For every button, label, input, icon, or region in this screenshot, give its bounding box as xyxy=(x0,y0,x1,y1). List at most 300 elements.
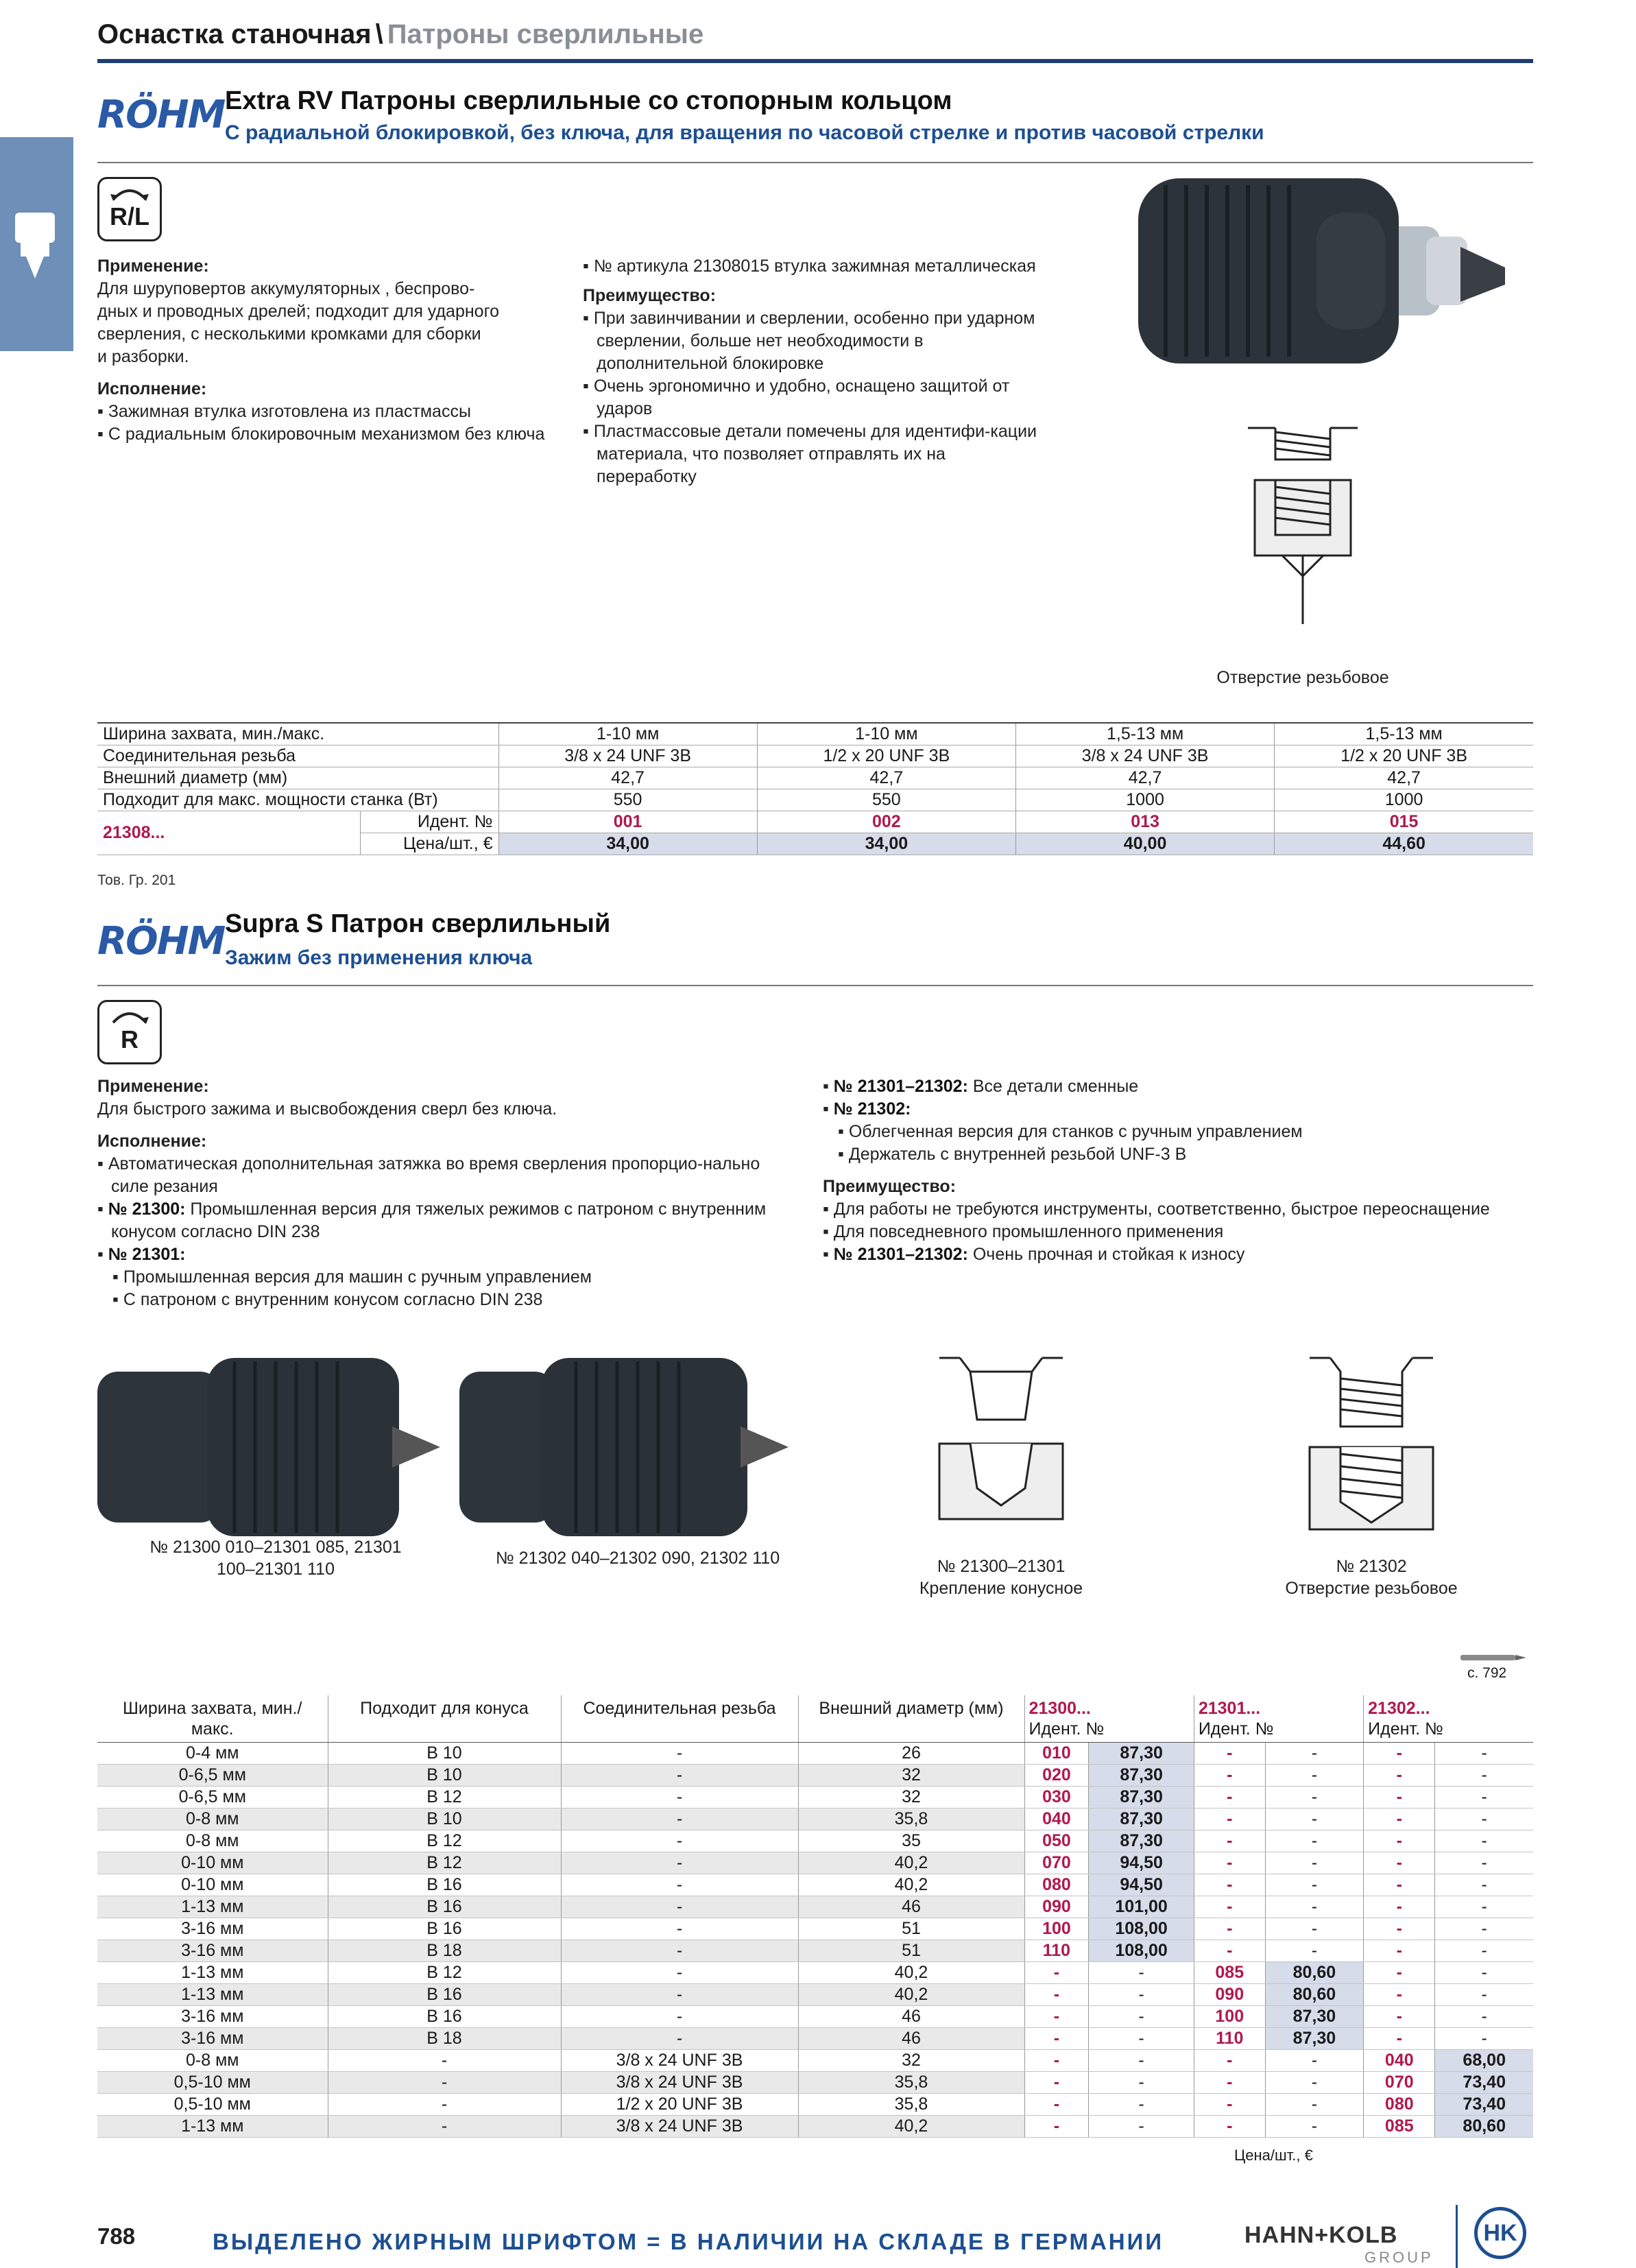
application-line: и разборки. xyxy=(97,347,189,366)
col-21302: 21302... Идент. № xyxy=(1364,1695,1533,1743)
table-cell: 35,8 xyxy=(798,2094,1024,2116)
table-cell: B 16 xyxy=(328,2006,561,2028)
breadcrumb-separator: \ xyxy=(375,19,383,49)
table-cell: 42,7 xyxy=(757,767,1015,789)
threaded-bore-caption-2: № 21302 Отверстие резьбовое xyxy=(1285,1557,1458,1598)
table-cell: - xyxy=(328,2072,561,2094)
table-cell: 1,5-13 мм xyxy=(1275,723,1533,745)
ident-cell: - xyxy=(1364,2028,1435,2050)
stock-note: ВЫДЕЛЕНО ЖИРНЫМ ШРИФТОМ = В НАЛИЧИИ НА СКЛАДЕ В ГЕРМАНИИ xyxy=(213,2229,1164,2254)
price-cell: 87,30 xyxy=(1265,2006,1363,2028)
header-rule xyxy=(97,59,1533,63)
ident-cell[interactable]: 013 xyxy=(1015,811,1274,833)
price-cell: 34,00 xyxy=(498,833,757,855)
divider xyxy=(97,162,1533,163)
threaded-bore-caption: Отверстие резьбовое xyxy=(1216,668,1389,687)
table-cell: 0-8 мм xyxy=(97,2050,328,2072)
rotation-arrow-icon xyxy=(109,184,150,202)
price-cell: 101,00 xyxy=(1089,1896,1194,1918)
ident-cell: 085 xyxy=(1364,2116,1435,2138)
ident-cell: 090 xyxy=(1024,1896,1089,1918)
table-cell: 0-8 мм xyxy=(97,1809,328,1830)
price-cell: - xyxy=(1265,1830,1363,1852)
table-cell: 42,7 xyxy=(1015,767,1274,789)
table-cell: B 12 xyxy=(328,1830,561,1852)
price-cell: - xyxy=(1435,1874,1533,1896)
price-cell: 68,00 xyxy=(1435,2050,1533,2072)
table-cell: 1-10 мм xyxy=(498,723,757,745)
table-cell: 550 xyxy=(757,789,1015,811)
table-cell: B 10 xyxy=(328,1809,561,1830)
product1-title: Extra RV Патроны сверлильные со стопорным кольцом xyxy=(225,86,952,115)
ident-cell: - xyxy=(1194,1787,1265,1809)
table-cell: 3-16 мм xyxy=(97,2006,328,2028)
ident-cell: - xyxy=(1364,1765,1435,1787)
breadcrumb-current: Патроны сверлильные xyxy=(387,19,704,49)
table-row xyxy=(97,1962,1533,1984)
price-cell: - xyxy=(1435,1809,1533,1830)
price-cell: - xyxy=(1265,1874,1363,1896)
table-cell: B 18 xyxy=(328,2028,561,2050)
col-diam: Внешний диаметр (мм) xyxy=(798,1695,1024,1743)
ident-cell: - xyxy=(1194,2050,1265,2072)
execution-item: ▪ Зажимная втулка изготовлена из пластмассы xyxy=(97,402,471,421)
table-cell: 3-16 мм xyxy=(97,1918,328,1940)
price-cell: - xyxy=(1435,1830,1533,1852)
table-cell: B 16 xyxy=(328,1896,561,1918)
ident-cell: - xyxy=(1194,2094,1265,2116)
ident-cell: - xyxy=(1194,1896,1265,1918)
ident-cell[interactable]: 001 xyxy=(498,811,757,833)
ident-cell: - xyxy=(1024,2094,1089,2116)
col-thread: Соединительная резьба xyxy=(561,1695,798,1743)
ident-cell: 040 xyxy=(1024,1809,1089,1830)
product2-application xyxy=(97,1075,797,1311)
hk-emblem-icon: HK xyxy=(1474,2207,1526,2259)
price-cell: - xyxy=(1265,1918,1363,1940)
ident-cell: - xyxy=(1364,1940,1435,1962)
table-row xyxy=(97,1896,1533,1918)
table-cell: - xyxy=(561,1874,798,1896)
table-cell: 0,5-10 мм xyxy=(97,2094,328,2116)
table-cell: 46 xyxy=(798,2006,1024,2028)
rohm-logo: RÖHM xyxy=(97,919,225,964)
ident-label: Идент. № xyxy=(360,811,498,833)
ident-cell: - xyxy=(1024,1984,1089,2006)
section-tab[interactable] xyxy=(0,137,73,351)
rotation-arrow-icon xyxy=(109,1007,150,1025)
breadcrumb-section[interactable]: Оснастка станочная xyxy=(97,19,372,49)
price-cell: - xyxy=(1265,1940,1363,1962)
table-row xyxy=(97,1984,1533,2006)
table-row xyxy=(97,2050,1533,2072)
execution-heading: Исполнение: xyxy=(97,379,207,398)
application-text: Для быстрого зажима и высвобождения сверл без ключа. xyxy=(97,1099,557,1119)
ident-cell[interactable]: 015 xyxy=(1275,811,1533,833)
table-cell: 32 xyxy=(798,2050,1024,2072)
table-row xyxy=(97,1743,1533,1765)
table-cell: - xyxy=(561,1984,798,2006)
footer-divider xyxy=(1456,2205,1458,2268)
table-cell: - xyxy=(328,2050,561,2072)
table-cell: 40,2 xyxy=(798,1962,1024,1984)
price-cell: - xyxy=(1265,1787,1363,1809)
price-cell: - xyxy=(1265,1743,1363,1765)
chuck-21300-caption: № 21300 010–21301 085, 21301 100–21301 110 xyxy=(149,1538,402,1579)
table-cell: 3-16 мм xyxy=(97,1940,328,1962)
execution-heading: Исполнение: xyxy=(97,1132,207,1151)
ident-cell: 070 xyxy=(1024,1852,1089,1874)
table-cell: - xyxy=(328,2094,561,2116)
ident-cell: - xyxy=(1364,1874,1435,1896)
ident-cell: 070 xyxy=(1364,2072,1435,2094)
ident-cell: 110 xyxy=(1194,2028,1265,2050)
table-cell: 550 xyxy=(498,789,757,811)
ident-cell: 030 xyxy=(1024,1787,1089,1809)
ident-cell: - xyxy=(1194,1918,1265,1940)
table-cell: 1000 xyxy=(1015,789,1274,811)
application-heading: Применение: xyxy=(97,256,209,276)
ident-cell: 085 xyxy=(1194,1962,1265,1984)
table-cell: 3-16 мм xyxy=(97,2028,328,2050)
table-cell: 35,8 xyxy=(798,1809,1024,1830)
table-cell: - xyxy=(561,1787,798,1809)
price-cell: - xyxy=(1089,2094,1194,2116)
table-cell: 40,2 xyxy=(798,1874,1024,1896)
ident-cell: - xyxy=(1024,2050,1089,2072)
rotation-label: R/L xyxy=(110,202,149,230)
table-cell: 1-13 мм xyxy=(97,1984,328,2006)
table-cell: 0,5-10 мм xyxy=(97,2072,328,2094)
row-label: Внешний диаметр (мм) xyxy=(97,767,498,789)
table-cell: 3/8 x 24 UNF 3B xyxy=(561,2072,798,2094)
execution-subitem: ▪ Промышленная версия для машин с ручным управлением xyxy=(112,1267,592,1287)
table-cell: B 16 xyxy=(328,1918,561,1940)
price-cell: - xyxy=(1265,2072,1363,2094)
ident-cell: - xyxy=(1194,2116,1265,2138)
ident-cell: - xyxy=(1364,1984,1435,2006)
product-group: Тов. Гр. 201 xyxy=(97,872,176,888)
price-cell: 44,60 xyxy=(1275,833,1533,855)
table-cell: B 12 xyxy=(328,1852,561,1874)
rohm-logo: RÖHM xyxy=(97,93,225,137)
breadcrumb xyxy=(97,19,703,50)
col-width: Ширина захвата, мин./ макс. xyxy=(97,1695,328,1743)
table-cell: 42,7 xyxy=(1275,767,1533,789)
product1-advantages xyxy=(583,255,1049,488)
ident-cell: - xyxy=(1364,1962,1435,1984)
table-cell: B 12 xyxy=(328,1962,561,1984)
table-cell: 46 xyxy=(798,1896,1024,1918)
divider xyxy=(97,985,1533,986)
product1-subtitle: С радиальной блокировкой, без ключа, для вращения по часовой стрелке и против часовой стрелки xyxy=(225,121,1264,144)
price-cell: - xyxy=(1265,2094,1363,2116)
table-cell: 0-6,5 мм xyxy=(97,1787,328,1809)
advantage-heading: Преимущество: xyxy=(823,1177,957,1196)
price-cell: 87,30 xyxy=(1089,1743,1194,1765)
table-cell: 40,2 xyxy=(798,1984,1024,2006)
ident-cell: - xyxy=(1194,1765,1265,1787)
price-cell: - xyxy=(1435,2028,1533,2050)
price-cell: - xyxy=(1089,1962,1194,1984)
table-cell: B 16 xyxy=(328,1984,561,2006)
advantage-item: ▪ Очень эргономично и удобно, оснащено защитой от ударов xyxy=(583,377,1010,418)
price-cell: 108,00 xyxy=(1089,1940,1194,1962)
table-cell: 1-13 мм xyxy=(97,2116,328,2138)
table-cell: 1/2 x 20 UNF 3B xyxy=(757,745,1015,767)
price-cell: 73,40 xyxy=(1435,2094,1533,2116)
ident-cell: - xyxy=(1364,2006,1435,2028)
threaded-bore-diagram-2 xyxy=(1289,1351,1454,1543)
ident-cell: - xyxy=(1364,1830,1435,1852)
table-cell: - xyxy=(561,1962,798,1984)
article-number: 21308... xyxy=(97,811,360,855)
price-cell: - xyxy=(1265,2050,1363,2072)
page-reference[interactable]: с. 792 xyxy=(1467,1665,1507,1681)
cone-mount-diagram xyxy=(919,1351,1083,1529)
col-21301: 21301... Идент. № xyxy=(1194,1695,1363,1743)
table-row xyxy=(97,2094,1533,2116)
table-cell: 1-10 мм xyxy=(757,723,1015,745)
product2-subtitle: Зажим без применения ключа xyxy=(225,946,533,969)
price-cell: 40,00 xyxy=(1015,833,1274,855)
price-cell: - xyxy=(1435,2006,1533,2028)
table-cell: B 12 xyxy=(328,1787,561,1809)
table-cell: 0-10 мм xyxy=(97,1874,328,1896)
table-cell: B 10 xyxy=(328,1765,561,1787)
feature-subitem: ▪ Облегченная версия для станков с ручным управлением xyxy=(838,1122,1303,1141)
table-cell: 32 xyxy=(798,1787,1024,1809)
table-row xyxy=(97,745,1533,767)
table-cell: 42,7 xyxy=(498,767,757,789)
price-cell: 80,60 xyxy=(1265,1962,1363,1984)
row-label: Подходит для макс. мощности станка (Вт) xyxy=(97,789,498,811)
table-cell: - xyxy=(561,1852,798,1874)
chuck-21300-image xyxy=(97,1344,454,1550)
table-row xyxy=(97,767,1533,789)
ident-cell: - xyxy=(1024,2072,1089,2094)
row-label: Соединительная резьба xyxy=(97,745,498,767)
table-cell: 3/8 x 24 UNF 3B xyxy=(561,2116,798,2138)
chuck-21302-image xyxy=(459,1344,816,1550)
table-cell: 3/8 x 24 UNF 3B xyxy=(1015,745,1274,767)
table-cell: 35,8 xyxy=(798,2072,1024,2094)
price-cell: - xyxy=(1435,1765,1533,1787)
price-cell: 94,50 xyxy=(1089,1852,1194,1874)
ident-cell: 090 xyxy=(1194,1984,1265,2006)
table-cell: - xyxy=(328,2116,561,2138)
table-cell: - xyxy=(561,1765,798,1787)
rotation-badge xyxy=(97,177,162,241)
price-cell: - xyxy=(1435,1962,1533,1984)
price-cell: - xyxy=(1435,1984,1533,2006)
price-cell: - xyxy=(1089,1984,1194,2006)
col-cone: Подходит для конуса xyxy=(328,1695,561,1743)
execution-item: ▪ № 21301: xyxy=(97,1245,186,1264)
product2-advantages xyxy=(823,1075,1529,1266)
price-cell: 34,00 xyxy=(757,833,1015,855)
table-cell: 46 xyxy=(798,2028,1024,2050)
ident-cell: - xyxy=(1194,1809,1265,1830)
article-note: ▪ № артикула 21308015 втулка зажимная металлическая xyxy=(583,256,1036,276)
ident-cell: - xyxy=(1364,1809,1435,1830)
execution-item: ▪ С радиальным блокировочным механизмом без ключа xyxy=(97,425,545,444)
application-line: Для шуруповертов аккумуляторных , беспрово- xyxy=(97,279,475,298)
table-cell: - xyxy=(561,1896,798,1918)
table-row xyxy=(97,723,1533,745)
table-row xyxy=(97,1830,1533,1852)
ident-cell: - xyxy=(1194,1852,1265,1874)
cone-mount-caption: № 21300–21301 Крепление конусное xyxy=(919,1557,1083,1598)
product1-application xyxy=(97,255,564,446)
price-cell: - xyxy=(1265,2116,1363,2138)
table-cell: 51 xyxy=(798,1918,1024,1940)
company-logo: HAHN+KOLB xyxy=(1244,2222,1398,2248)
rotation-label: R xyxy=(121,1025,139,1053)
product2-title: Supra S Патрон сверлильный xyxy=(225,909,611,938)
table-cell: 51 xyxy=(798,1940,1024,1962)
company-group: GROUP xyxy=(1364,2249,1434,2266)
chuck-21302-caption: № 21302 040–21302 090, 21302 110 xyxy=(495,1549,780,1568)
ident-cell: 010 xyxy=(1024,1743,1089,1765)
price-cell: 87,30 xyxy=(1089,1765,1194,1787)
table-row xyxy=(97,1874,1533,1896)
ident-cell: - xyxy=(1364,1896,1435,1918)
table-cell: 1-13 мм xyxy=(97,1962,328,1984)
ident-cell: 080 xyxy=(1024,1874,1089,1896)
table-cell: B 16 xyxy=(328,1874,561,1896)
price-label: Цена/шт., € xyxy=(360,833,498,855)
ident-cell: - xyxy=(1194,1743,1265,1765)
table-cell: 3/8 x 24 UNF 3B xyxy=(498,745,757,767)
price-cell: - xyxy=(1435,1787,1533,1809)
price-cell: - xyxy=(1435,1940,1533,1962)
table-cell: 40,2 xyxy=(798,1852,1024,1874)
table-cell: - xyxy=(561,1940,798,1962)
price-cell: 87,30 xyxy=(1089,1830,1194,1852)
table-row xyxy=(97,1765,1533,1787)
table-row xyxy=(97,1809,1533,1830)
rotation-badge xyxy=(97,1000,162,1064)
price-cell: 87,30 xyxy=(1089,1809,1194,1830)
execution-subitem: ▪ С патроном с внутренним конусом согласно DIN 238 xyxy=(112,1290,543,1309)
table-row xyxy=(97,1852,1533,1874)
table-cell: 0-6,5 мм xyxy=(97,1765,328,1787)
table-row xyxy=(97,2072,1533,2094)
price-cell: 108,00 xyxy=(1089,1918,1194,1940)
feature-item: ▪ № 21302: xyxy=(823,1099,911,1119)
table-header xyxy=(97,1695,1533,1743)
execution-item: ▪ № 21300: Промышленная версия для тяжелых режимов с патроном с внутренним конусом согласно DIN 238 xyxy=(97,1199,767,1241)
table-row xyxy=(97,1918,1533,1940)
table-cell: 0-4 мм xyxy=(97,1743,328,1765)
price-cell: - xyxy=(1435,1918,1533,1940)
table-cell: - xyxy=(561,1918,798,1940)
price-cell: 80,60 xyxy=(1265,1984,1363,2006)
ident-cell: - xyxy=(1364,1918,1435,1940)
col-21300: 21300... Идент. № xyxy=(1024,1695,1194,1743)
application-heading: Применение: xyxy=(97,1077,209,1096)
price-cell: - xyxy=(1435,1896,1533,1918)
price-cell: - xyxy=(1265,1765,1363,1787)
reference-bit-icon xyxy=(1460,1653,1526,1662)
table-cell: 1/2 x 20 UNF 3B xyxy=(561,2094,798,2116)
price-cell: 87,30 xyxy=(1089,1787,1194,1809)
ident-cell: - xyxy=(1024,2028,1089,2050)
price-cell: - xyxy=(1435,1852,1533,1874)
ident-cell: 100 xyxy=(1024,1918,1089,1940)
ident-cell: - xyxy=(1024,2006,1089,2028)
product2-spec-table xyxy=(97,1695,1533,2138)
price-cell: - xyxy=(1265,1896,1363,1918)
table-cell: 26 xyxy=(798,1743,1024,1765)
row-label: Ширина захвата, мин./макс. xyxy=(97,723,498,745)
table-cell: 1000 xyxy=(1275,789,1533,811)
price-cell: 94,50 xyxy=(1089,1874,1194,1896)
feature-subitem: ▪ Держатель с внутренней резьбой UNF-3 B xyxy=(838,1145,1187,1164)
table-cell: - xyxy=(561,1743,798,1765)
ident-cell: - xyxy=(1194,1940,1265,1962)
ident-cell: - xyxy=(1194,2072,1265,2094)
table-cell: 0-10 мм xyxy=(97,1852,328,1874)
table-row xyxy=(97,789,1533,811)
table-cell: 35 xyxy=(798,1830,1024,1852)
price-cell: - xyxy=(1265,1809,1363,1830)
table-cell: B 10 xyxy=(328,1743,561,1765)
table-cell: - xyxy=(561,2028,798,2050)
table-row xyxy=(97,1940,1533,1962)
ident-cell: - xyxy=(1024,2116,1089,2138)
ident-row xyxy=(97,811,1533,833)
advantage-item: ▪ При завинчивании и сверлении, особенно при ударном сверлении, больше нет необходимости в дополнительной блокировке xyxy=(583,309,1035,373)
page-number: 788 xyxy=(97,2223,136,2249)
ident-cell[interactable]: 002 xyxy=(757,811,1015,833)
ident-cell: - xyxy=(1194,1830,1265,1852)
price-cell: 87,30 xyxy=(1265,2028,1363,2050)
price-cell: 80,60 xyxy=(1435,2116,1533,2138)
advantage-item: ▪ № 21301–21302: Очень прочная и стойкая к износу xyxy=(823,1245,1245,1264)
threaded-bore-diagram xyxy=(1234,418,1371,631)
price-cell: - xyxy=(1265,1852,1363,1874)
product1-spec-table xyxy=(97,722,1533,855)
advantage-item: ▪ Пластмассовые детали помечены для идентифи-кации материала, что позволяет отправлять их на переработку xyxy=(583,422,1037,486)
price-note: Цена/шт., € xyxy=(1234,2147,1313,2164)
table-cell: 3/8 x 24 UNF 3B xyxy=(561,2050,798,2072)
table-row xyxy=(97,2116,1533,2138)
ident-cell: 110 xyxy=(1024,1940,1089,1962)
price-cell: - xyxy=(1089,2028,1194,2050)
table-row xyxy=(97,2028,1533,2050)
ident-cell: 040 xyxy=(1364,2050,1435,2072)
ident-cell: - xyxy=(1364,1852,1435,1874)
table-cell: 1,5-13 мм xyxy=(1015,723,1274,745)
table-cell: B 18 xyxy=(328,1940,561,1962)
drill-chuck-icon xyxy=(0,137,73,351)
table-cell: 1/2 x 20 UNF 3B xyxy=(1275,745,1533,767)
advantage-item: ▪ Для работы не требуются инструменты, соответственно, быстрое переоснащение xyxy=(823,1199,1490,1219)
advantage-heading: Преимущество: xyxy=(583,286,717,305)
price-cell: - xyxy=(1089,2006,1194,2028)
ident-cell: 050 xyxy=(1024,1830,1089,1852)
execution-item: ▪ Автоматическая дополнительная затяжка во время сверления пропорцио-нально силе резания xyxy=(97,1154,760,1196)
feature-item: ▪ № 21301–21302: Все детали сменные xyxy=(823,1077,1139,1096)
ident-cell: - xyxy=(1364,1743,1435,1765)
price-cell: - xyxy=(1089,2116,1194,2138)
application-line: дных и проводных дрелей; подходит для ударного xyxy=(97,302,500,321)
table-cell: 40,2 xyxy=(798,2116,1024,2138)
ident-cell: - xyxy=(1024,1962,1089,1984)
table-cell: - xyxy=(561,1830,798,1852)
